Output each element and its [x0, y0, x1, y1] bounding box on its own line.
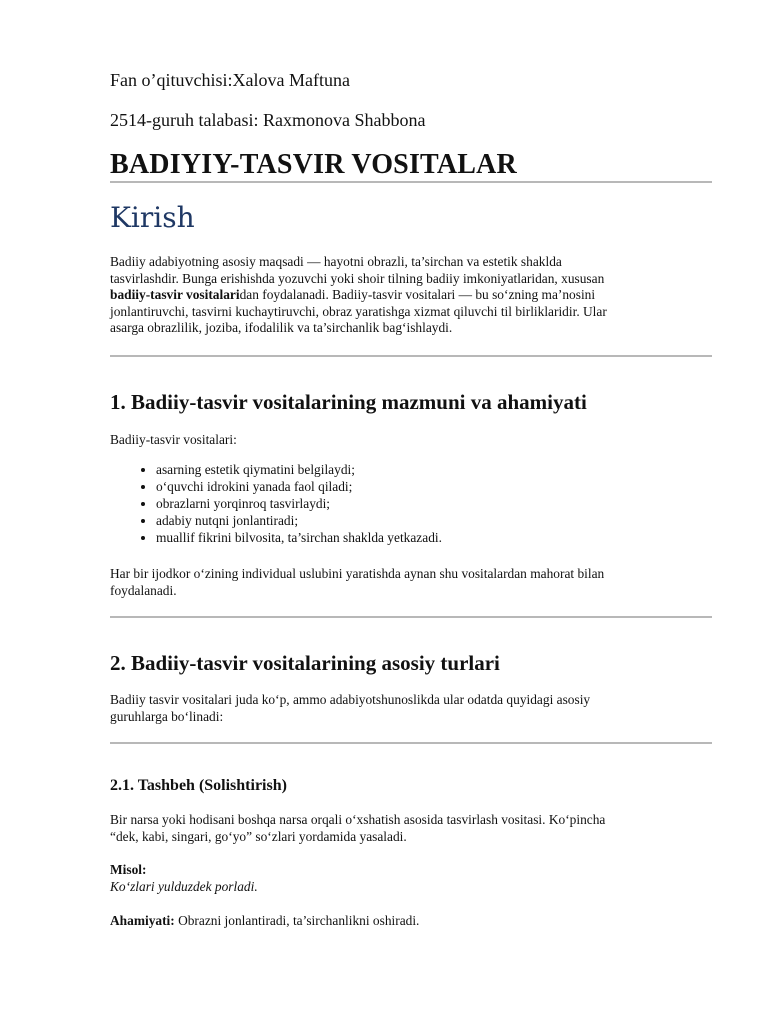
intro-line-3-rest: dan foydalanadi. Badiiy-tasvir vositalari — bu so‘zning ma’nosini [239, 287, 596, 302]
section-2-1-line-2: “dek, kabi, singari, go‘yo” so‘zlari yordamida yasaladi. [110, 828, 407, 844]
section-1-heading: 1. Badiiy-tasvir vositalarining mazmuni va ahamiyati [110, 390, 587, 414]
section-2-heading: 2. Badiiy-tasvir vositalarining asosiy turlari [110, 651, 500, 675]
section-2-line-2: guruhlarga bo‘linadi: [110, 708, 224, 724]
title-divider [110, 181, 712, 183]
importance-label: Ahamiyati: [110, 913, 175, 928]
intro-line-3 [110, 287, 712, 304]
intro-heading: Kirish [110, 201, 195, 234]
student-line: 2514-guruh talabasi: Raxmonova Shabbona [110, 110, 426, 130]
section-1-closing-line-2: foydalanadi. [110, 582, 177, 598]
teacher-line: Fan o’qituvchisi:Xalova Maftuna [110, 70, 350, 90]
intro-line-1: Badiiy adabiyotning asosiy maqsadi — hayotni obrazli, ta’sirchan va estetik shaklda [110, 254, 562, 269]
example-block [110, 862, 712, 895]
section-1-divider [110, 616, 712, 618]
section-1-closing-line-1: Har bir ijodkor o‘zining individual uslubini yaratishda aynan shu vositalardan mahorat bilan [110, 566, 605, 581]
example-label: Misol: [110, 862, 147, 877]
intro-line-2: tasvirlashdir. Bunga erishishda yozuvchi yoki shoir tilning badiiy imkoniyatlaridan, xususan [110, 270, 605, 286]
example-label-line [110, 862, 712, 879]
example-text-line [110, 879, 712, 896]
list-item: • o‘quvchi idrokini yanada faol qiladi; [156, 479, 712, 496]
list-item: • adabiy nutqni jonlantiradi; [156, 513, 712, 530]
list-item: • muallif fikrini bilvosita, ta’sirchan shaklda yetkazadi. [156, 530, 712, 547]
section-2-1-line-1: Bir narsa yoki hodisani boshqa narsa orqali o‘xshatish asosida tasvirlash vositasi. Ko‘pincha [110, 812, 606, 827]
section-2-1-heading: 2.1. Tashbeh (Solishtirish) [110, 777, 287, 794]
intro-divider [110, 355, 712, 357]
intro-paragraph [110, 254, 712, 337]
document-title: BADIYIY-TASVIR VOSITALAR [110, 149, 517, 180]
section-2-line-1: Badiiy tasvir vositalari juda ko‘p, ammo adabiyotshunoslikda ular odatda quyidagi asosiy [110, 692, 591, 707]
list-item: • obrazlarni yorqinroq tasvirlaydi; [156, 496, 712, 513]
section-1-bullet-list [110, 462, 712, 547]
section-2-1-paragraph [110, 812, 712, 845]
intro-line-5: asarga obrazlilik, joziba, ifodalilik va ta’sirchanlik bag‘ishlaydi. [110, 320, 453, 335]
example-text: Ko‘zlari yulduzdek porladi. [110, 878, 258, 894]
section-2-paragraph [110, 692, 712, 725]
list-item: • asarning estetik qiymatini belgilaydi; [156, 462, 712, 479]
importance-text: Obrazni jonlantiradi, ta’sirchanlikni oshiradi. [174, 913, 420, 928]
intro-line-4: jonlantiruvchi, tasvirni kuchaytiruvchi, obraz yaratishga xizmat qiluvchi til birliklaridir. Ular [110, 303, 607, 319]
importance-line [110, 913, 712, 930]
importance-block [110, 913, 712, 930]
section-2-divider [110, 742, 712, 744]
intro-bold-term: badiiy-tasvir vositalari [110, 287, 240, 302]
section-1-closing [110, 566, 712, 599]
section-1-lead: Badiiy-tasvir vositalari: [110, 432, 237, 447]
